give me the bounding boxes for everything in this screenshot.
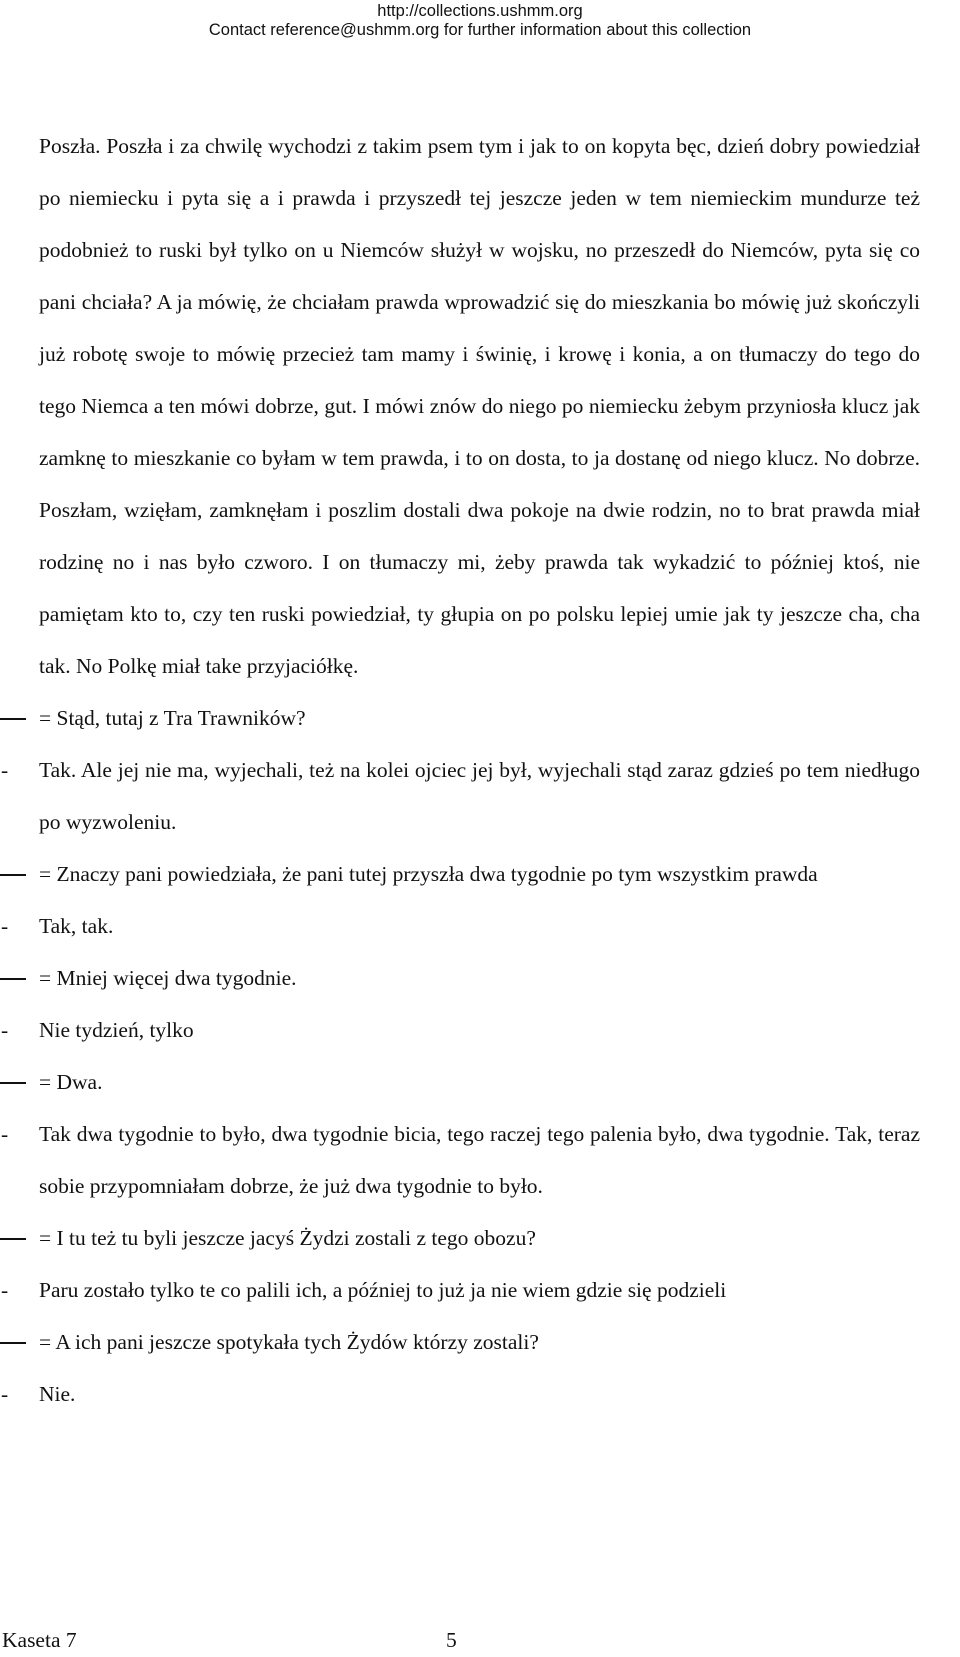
dialogue-text: Tak. Ale jej nie ma, wyjechali, też na kolei ojciec jej był, wyjechali stąd zaraz gdzieś po tem niedługo po wyzwoleniu.	[39, 758, 920, 834]
narrative-paragraph: Poszła. Poszła i za chwilę wychodzi z takim psem tym i jak to on kopyta bęc, dzień dobry powiedział po niemiecku i pyta się a i prawda i przyszedł tej jeszcze jeden w tem niemieckim mundurze też podobnież to ruski był tylko on u Niemców służył w wojsku, no przeszedł do Niemców, pyta się co pani chciała? A ja mówię, że chciałam prawda wprowadzić się do mieszkania bo mówię już skończyli już robotę swoje to mówię przecież tam mamy i świnię, i krowę i konia, a on tłumaczy do tego do tego Niemca a ten mówi dobrze, gut. I mówi znów do niego po niemiecku żebym przyniosła klucz jak zamknę to mieszkanie co byłam w tem prawda, i to on dosta, to ja dostanę od niego klucz. No dobrze. Poszłam, wzięłam, zamknęłam i poszlim dostali dwa pokoje na dwie rodzin, no to brat prawda miał rodzinę no i nas było czworo. I on tłumaczy mi, żeby prawda tak wykadzić to później ktoś, nie pamiętam kto to, czy ten ruski powiedział, ty głupia on po polsku lepiej umie jak ty jeszcze cha, cha tak. No Polkę miał take przyjaciółkę.	[39, 134, 920, 678]
dialogue-line	[1, 1108, 920, 1212]
dialogue-text: Nie.	[39, 1382, 76, 1406]
dialogue-line	[39, 848, 920, 900]
dialogue-line	[1, 1264, 920, 1316]
dialogue-line	[39, 1316, 920, 1368]
dialogue-line	[1, 900, 920, 952]
interviewer-dash-icon	[0, 1056, 26, 1108]
dialogue-line	[39, 692, 920, 744]
dialogue-text: = Dwa.	[39, 1070, 103, 1094]
dialogue-text: Tak dwa tygodnie to było, dwa tygodnie bicia, tego raczej tego palenia było, dwa tygodnie. Tak, teraz sobie przypomniałam dobrze, że już dwa tygodnie to było.	[39, 1122, 920, 1198]
dialogue-text: = Znaczy pani powiedziała, że pani tutej przyszła dwa tygodnie po tym wszystkim prawda	[39, 862, 818, 886]
respondent-dash-icon: -	[1, 1382, 9, 1406]
footer-tape-label: Kaseta 7	[2, 1628, 77, 1652]
collection-url[interactable]: http://collections.ushmm.org	[377, 2, 583, 20]
respondent-dash-icon: -	[1, 758, 9, 782]
footer-page-number: 5	[446, 1628, 457, 1652]
dialogue-line	[39, 1056, 920, 1108]
respondent-dash-icon: -	[1, 1278, 9, 1302]
dialogue-line	[1, 1004, 920, 1056]
interviewer-dash-icon	[0, 1316, 26, 1368]
dialogue-text: = Mniej więcej dwa tygodnie.	[39, 966, 297, 990]
dialogue-text: = I tu też tu byli jeszcze jacyś Żydzi zostali z tego obozu?	[39, 1226, 536, 1250]
respondent-dash-icon: -	[1, 914, 9, 938]
transcript-body	[1, 120, 920, 1420]
interviewer-dash-icon	[0, 952, 26, 1004]
dialogue-line	[39, 952, 920, 1004]
contact-line: Contact reference@ushmm.org for further information about this collection	[208, 21, 752, 39]
dialogue-line	[39, 1212, 920, 1264]
dialogue-text: = Stąd, tutaj z Tra Trawników?	[39, 706, 306, 730]
page-header	[0, 2, 960, 40]
respondent-dash-icon: -	[1, 1122, 9, 1146]
interviewer-dash-icon	[0, 1212, 26, 1264]
respondent-dash-icon: -	[1, 1018, 9, 1042]
dialogue-text: Nie tydzień, tylko	[39, 1018, 194, 1042]
dialogue-text: = A ich pani jeszcze spotykała tych Żydów którzy zostali?	[39, 1330, 539, 1354]
dialogue-line	[1, 1368, 920, 1420]
dialogue-text: Paru zostało tylko te co palili ich, a później to już ja nie wiem gdzie się podzieli	[39, 1278, 727, 1302]
dialogue-line	[1, 744, 920, 848]
interviewer-dash-icon	[0, 692, 26, 744]
interviewer-dash-icon	[0, 848, 26, 900]
dialogue-text: Tak, tak.	[39, 914, 114, 938]
